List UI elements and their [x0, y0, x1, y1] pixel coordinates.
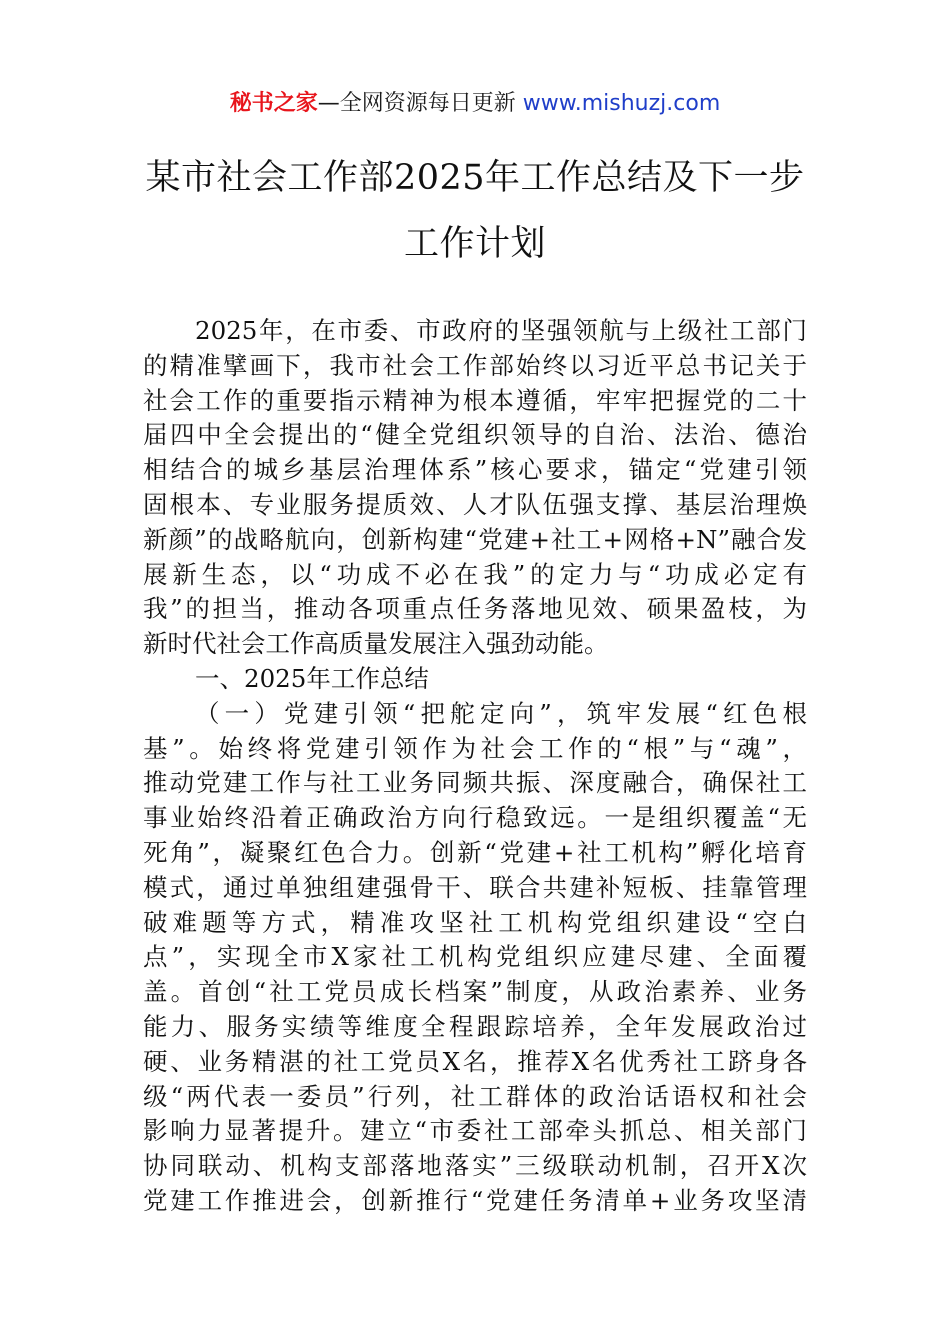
text-line: 点”，实现全市X家社工机构党组织应建尽建、全面覆: [143, 942, 807, 972]
site-header: [0, 88, 950, 120]
document-title-line-2: 工作计划: [403, 224, 546, 264]
text-line: 模式，通过单独组建强骨干、联合共建补短板、挂靠管理: [143, 872, 807, 902]
site-url-link[interactable]: www.mishuzj.com: [522, 91, 721, 116]
text-line: 2025年，在市委、市政府的坚强领航与上级社工部门: [195, 316, 807, 345]
document-body: [143, 314, 807, 1219]
text-line: 死角”，凝聚红色合力。创新“党建+社工机构”孵化培育: [143, 837, 807, 867]
text-line: 推动党建工作与社工业务同频共振、深度融合，确保社工: [143, 768, 807, 798]
text-line: 固根本、专业服务提质效、人才队伍强支撑、基层治理焕: [143, 489, 807, 519]
text-line: 党建工作推进会，创新推行“党建任务清单+业务攻坚清: [143, 1185, 807, 1215]
text-line: 我”的担当，推动各项重点任务落地见效、硕果盈枝，为: [143, 594, 807, 624]
text-line: 相结合的城乡基层治理体系”核心要求，锚定“党建引领: [143, 455, 807, 485]
text-line: 能力、服务实绩等维度全程跟踪培养，全年发展政治过: [143, 1011, 807, 1041]
text-line: 基”。始终将党建引领作为社会工作的“根”与“魂”，: [143, 733, 807, 763]
text-line: 破难题等方式，精准攻坚社工机构党组织建设“空白: [143, 907, 807, 937]
text-line: 硬、业务精湛的社工党员X名，推荐X名优秀社工跻身各: [143, 1046, 807, 1076]
section-heading: 一、2025年工作总结: [195, 663, 429, 693]
document-title-line-1: 某市社会工作部2025年工作总结及下一步: [145, 158, 805, 198]
text-line: 盖。首创“社工党员成长档案”制度，从政治素养、业务: [143, 977, 807, 1007]
text-line: 影响力显著提升。建立“市委社工部牵头抓总、相关部门: [143, 1116, 807, 1146]
text-line: 的精准擘画下，我市社会工作部始终以习近平总书记关于: [143, 350, 807, 380]
text-line: 展新生态，以“功成不必在我”的定力与“功成必定有: [143, 559, 807, 589]
text-line: （一）党建引领“把舵定向”，筑牢发展“红色根: [195, 698, 807, 728]
text-line: 新时代社会工作高质量发展注入强劲动能。: [143, 629, 609, 659]
text-line: 事业始终沿着正确政治方向行稳致远。一是组织覆盖“无: [143, 803, 807, 833]
text-line: 新颜”的战略航向，创新构建“党建+社工+网格+N”融合发: [143, 524, 807, 554]
text-line: 协同联动、机构支部落地落实”三级联动机制，召开X次: [143, 1151, 807, 1181]
text-line: 社会工作的重要指示精神为根本遵循，牢牢把握党的二十: [143, 385, 807, 415]
text-line: 级“两代表一委员”行列，社工群体的政治话语权和社会: [143, 1081, 807, 1111]
brand-name: 秘书之家: [229, 91, 318, 116]
text-line: 届四中全会提出的“健全党组织领导的自治、法治、德治: [143, 420, 807, 450]
header-tagline: —全网资源每日更新: [317, 91, 516, 116]
